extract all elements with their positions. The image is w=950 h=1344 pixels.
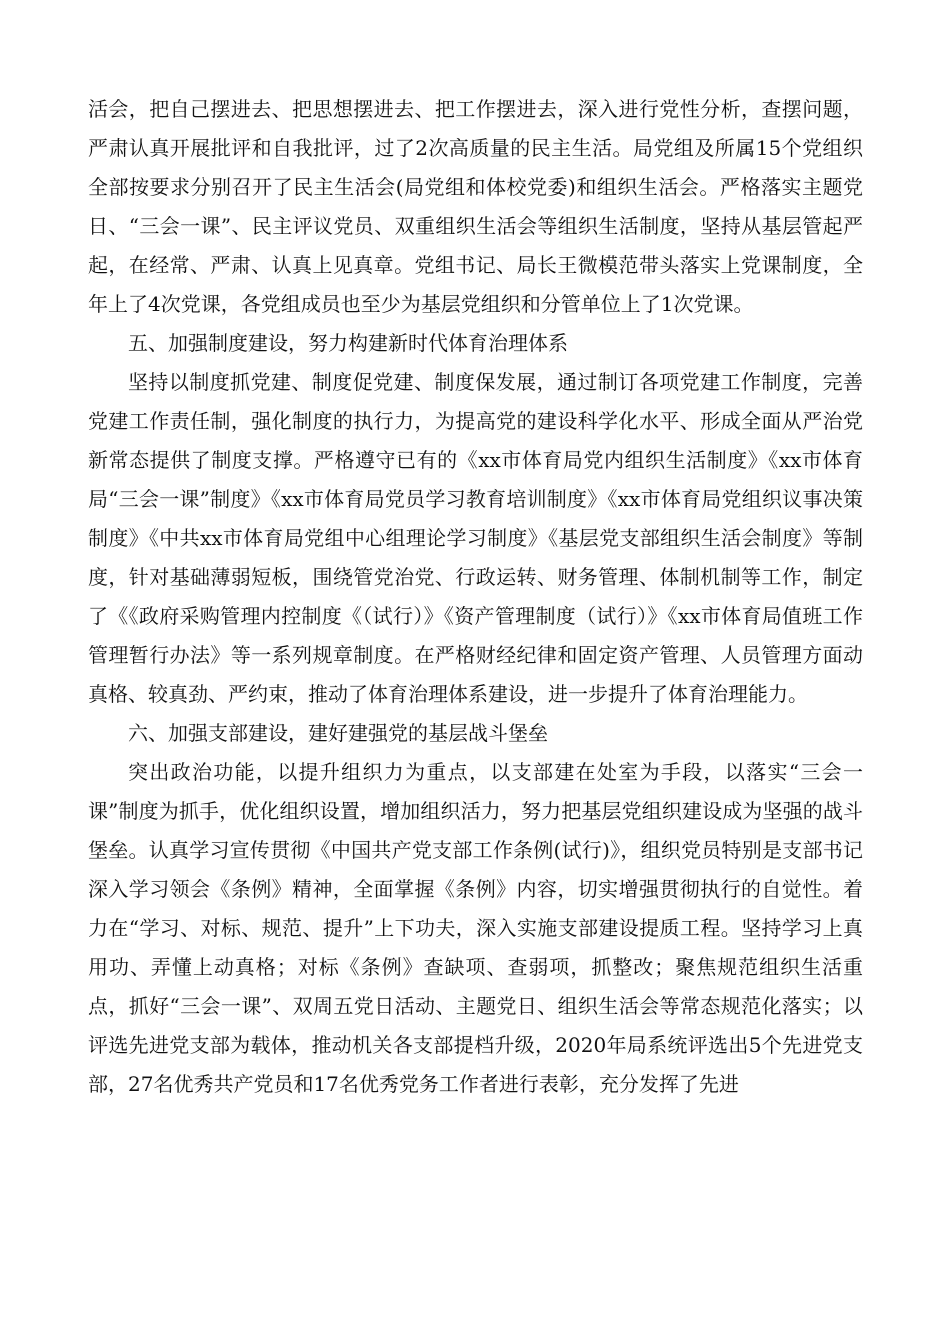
paragraph-branch-building: 突出政治功能，以提升组织力为重点，以支部建在处室为手段，以落实“三会一课”制度为抓手，优化组织设置，增加组织活力，努力把基层党组织建设成为坚强的战斗堡垒。认真学习宣传贯彻《中国共产党支部工作条例(试行)》，组织党员特别是支部书记深入学习领会《条例》精神，全面掌握《条例》内容，切实增强贯彻执行的自觉性。着力在“学习、对标、规范、提升”上下功夫，深入实施支部建设提质工程。坚持学习上真用功、弄懂上动真格；对标《条例》查缺项、查弱项，抓整改；聚焦规范组织生活重点，抓好“三会一课”、双周五党日活动、主题党日、组织生活会等常态规范化落实；以评选先进党支部为载体，推动机关各支部提档升级，2020年局系统评选出5个先进党支部，27名优秀共产党员和17名优秀党务工作者进行表彰，充分发挥了先进 [88, 760, 863, 1096]
document-body [88, 90, 863, 1104]
paragraph-institution-building: 坚持以制度抓党建、制度促党建、制度保发展，通过制订各项党建工作制度，完善党建工作责任制，强化制度的执行力，为提高党的建设科学化水平、形成全面从严治党新常态提供了制度支撑。严格遵守已有的《xx市体育局党内组织生活制度》《xx市体育局“三会一课”制度》《xx市体育局党员学习教育培训制度》《xx市体育局党组织议事决策制度》《中共xx市体育局党组中心组理论学习制度》《基层党支部组织生活会制度》等制度，针对基础薄弱短板，围绕管党治党、行政运转、财务管理、体制机制等工作，制定了《《政府采购管理内控制度《（试行）》《资产管理制度（试行）》《xx市体育局值班工作管理暂行办法》等一系列规章制度。在严格财经纪律和固定资产管理、人员管理方面动真格、较真劲、严约束，推动了体育治理体系建设，进一步提升了体育治理能力。 [88, 370, 863, 706]
paragraph-continued: 活会，把自己摆进去、把思想摆进去、把工作摆进去，深入进行党性分析，查摆问题，严肃认真开展批评和自我批评，过了2次高质量的民主生活。局党组及所属15个党组织全部按要求分别召开了民主生活会(局党组和体校党委)和组织生活会。严格落实主题党日、“三会一课”、民主评议党员、双重组织生活会等组织生活制度，坚持从基层管起严起，在经常、严肃、认真上见真章。党组书记、局长王微模范带头落实上党课制度，全年上了4次党课，各党组成员也至少为基层党组织和分管单位上了1次党课。 [88, 97, 863, 316]
section-heading-five: 五、加强制度建设，努力构建新时代体育治理体系 [128, 331, 568, 355]
section-heading-six: 六、加强支部建设，建好建强党的基层战斗堡垒 [128, 721, 548, 745]
